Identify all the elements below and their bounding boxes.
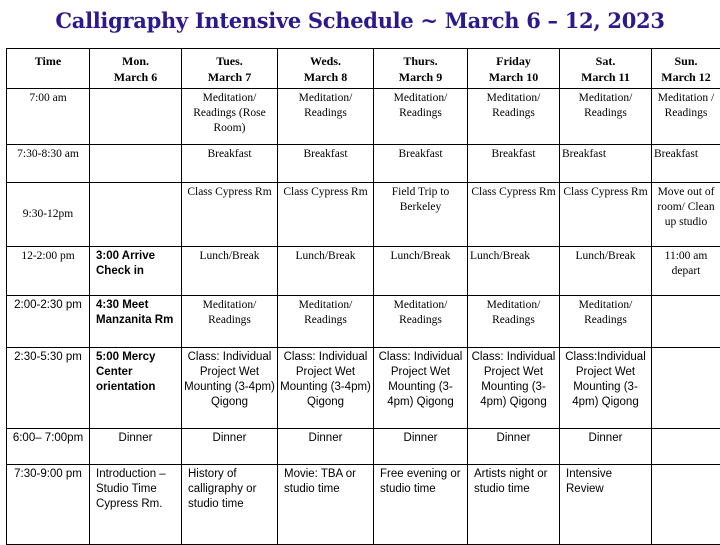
table-row — [7, 247, 720, 296]
wed-cell: Lunch/Break — [278, 247, 374, 296]
table-row — [7, 145, 720, 183]
tue-cell: Meditation/ Readings — [182, 296, 278, 348]
wed-cell: Dinner — [278, 429, 374, 465]
fri-cell: Breakfast — [468, 145, 560, 183]
sun-cell — [652, 465, 720, 545]
header-time: Time — [7, 49, 90, 89]
sat-cell: Lunch/Break — [560, 247, 652, 296]
time-cell: 2:30-5:30 pm — [7, 348, 90, 429]
time-cell: 12-2:00 pm — [7, 247, 90, 296]
sat-cell: Breakfast — [560, 145, 652, 183]
mon-cell: 3:00 Arrive Check in — [90, 247, 182, 296]
table-row — [7, 89, 720, 145]
wed-cell: Class Cypress Rm — [278, 183, 374, 247]
sat-cell: Meditation/ Readings — [560, 89, 652, 145]
time-cell: 9:30-12pm — [7, 183, 90, 247]
header-fri: Friday March 10 — [468, 49, 560, 89]
sun-cell — [652, 296, 720, 348]
table-row — [7, 296, 720, 348]
thu-cell: Meditation/ Readings — [374, 296, 468, 348]
tue-cell: Breakfast — [182, 145, 278, 183]
schedule-table — [6, 48, 720, 545]
header-mon: Mon. March 6 — [90, 49, 182, 89]
mon-cell: Dinner — [90, 429, 182, 465]
fri-cell: Class: Individual Project Wet Mounting (3-4pm) Qigong — [468, 348, 560, 429]
mon-cell — [90, 89, 182, 145]
thu-cell: Breakfast — [374, 145, 468, 183]
fri-cell: Meditation/ Readings — [468, 296, 560, 348]
thu-cell: Dinner — [374, 429, 468, 465]
sun-cell — [652, 348, 720, 429]
mon-cell — [90, 145, 182, 183]
sat-cell: Intensive Review — [560, 465, 652, 545]
time-cell: 6:00– 7:00pm — [7, 429, 90, 465]
thu-cell: Lunch/Break — [374, 247, 468, 296]
thu-cell: Free evening or studio time — [374, 465, 468, 545]
sat-cell: Meditation/ Readings — [560, 296, 652, 348]
sun-cell — [652, 429, 720, 465]
mon-cell: Introduction – Studio Time Cypress Rm. — [90, 465, 182, 545]
sat-cell: Class:Individual Project Wet Mounting (3-4pm) Qigong — [560, 348, 652, 429]
tue-cell: Class Cypress Rm — [182, 183, 278, 247]
sun-cell: Meditation / Readings — [652, 89, 720, 145]
fri-cell: Meditation/ Readings — [468, 89, 560, 145]
header-wed: Weds. March 8 — [278, 49, 374, 89]
fri-cell: Lunch/Break — [468, 247, 560, 296]
mon-cell — [90, 183, 182, 247]
header-sat: Sat. March 11 — [560, 49, 652, 89]
tue-cell: Lunch/Break — [182, 247, 278, 296]
tue-cell: History of calligraphy or studio time — [182, 465, 278, 545]
table-row — [7, 348, 720, 429]
thu-cell: Meditation/ Readings — [374, 89, 468, 145]
fri-cell: Artists night or studio time — [468, 465, 560, 545]
wed-cell: Meditation/ Readings — [278, 296, 374, 348]
fri-cell: Dinner — [468, 429, 560, 465]
header-row — [7, 49, 720, 89]
time-cell: 7:00 am — [7, 89, 90, 145]
table-row — [7, 183, 720, 247]
table-row — [7, 465, 720, 545]
tue-cell: Meditation/ Readings (Rose Room) — [182, 89, 278, 145]
wed-cell: Breakfast — [278, 145, 374, 183]
tue-cell: Dinner — [182, 429, 278, 465]
tue-cell: Class: Individual Project Wet Mounting (3-4pm) Qigong — [182, 348, 278, 429]
wed-cell: Meditation/ Readings — [278, 89, 374, 145]
sat-cell: Dinner — [560, 429, 652, 465]
header-thu: Thurs. March 9 — [374, 49, 468, 89]
wed-cell: Movie: TBA or studio time — [278, 465, 374, 545]
sun-cell: 11:00 am depart — [652, 247, 720, 296]
time-cell: 7:30-9:00 pm — [7, 465, 90, 545]
fri-cell: Class Cypress Rm — [468, 183, 560, 247]
page-title: Calligraphy Intensive Schedule ~ March 6 – 12, 2023 — [0, 8, 720, 33]
thu-cell: Class: Individual Project Wet Mounting (3-4pm) Qigong — [374, 348, 468, 429]
sat-cell: Class Cypress Rm — [560, 183, 652, 247]
mon-cell: 5:00 Mercy Center orientation — [90, 348, 182, 429]
thu-cell: Field Trip to Berkeley — [374, 183, 468, 247]
table-row — [7, 429, 720, 465]
wed-cell: Class: Individual Project Wet Mounting (3-4pm) Qigong — [278, 348, 374, 429]
time-cell: 7:30-8:30 am — [7, 145, 90, 183]
header-sun: Sun. March 12 — [652, 49, 720, 89]
sun-cell: Move out of room/ Clean up studio — [652, 183, 720, 247]
sun-cell: Breakfast — [652, 145, 720, 183]
time-cell: 2:00-2:30 pm — [7, 296, 90, 348]
header-tue: Tues. March 7 — [182, 49, 278, 89]
mon-cell: 4:30 Meet Manzanita Rm — [90, 296, 182, 348]
